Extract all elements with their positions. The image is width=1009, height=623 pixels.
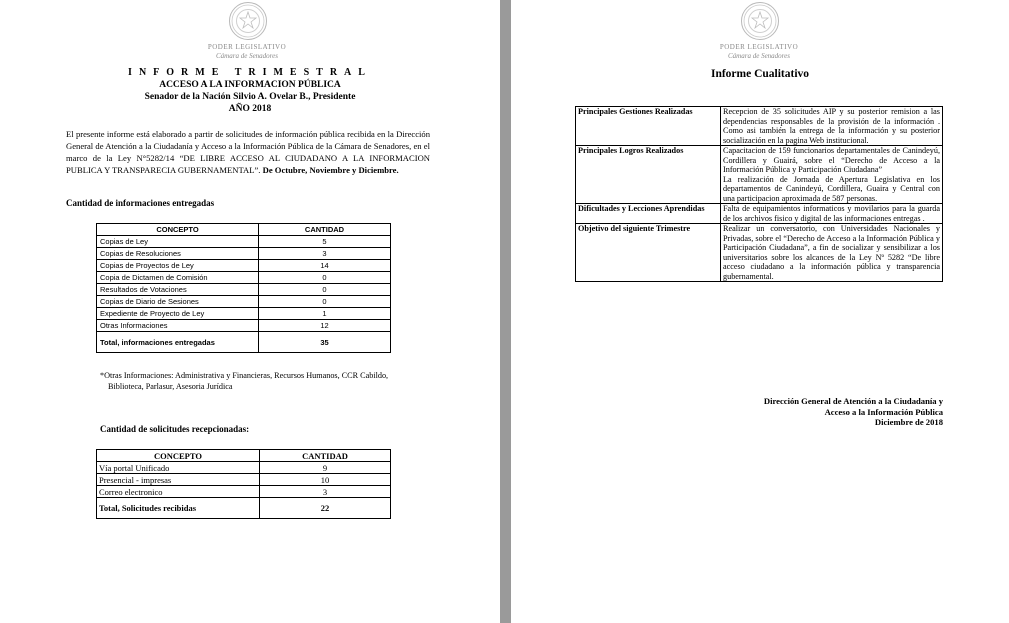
table-total-row (97, 332, 391, 353)
section-heading-delivered: Cantidad de informaciones entregadas (66, 198, 215, 208)
row-label: Objetivo del siguiente Trimestre (576, 224, 721, 282)
org-line2: Cámara de Senadores (216, 52, 278, 60)
table-total-label: Total, Solicitudes recibidas (97, 498, 260, 519)
table-cell-cantidad: 0 (259, 272, 391, 284)
footnote-line2: Biblioteca, Parlasur, Asesoria Jurídica (108, 382, 233, 391)
row-value (721, 146, 943, 204)
table-total-row (97, 498, 391, 519)
table-row (97, 486, 391, 498)
table-cell-cantidad: 3 (259, 248, 391, 260)
org-name (659, 43, 859, 61)
table-cell-concepto: Copia de Dictamen de Comisión (97, 272, 259, 284)
table-row (97, 272, 391, 284)
row-label: Principales Gestiones Realizadas (576, 107, 721, 146)
table-row (576, 204, 943, 224)
signature-line1: Dirección General de Atención a la Ciudadanía y (763, 396, 943, 406)
org-line2: Cámara de Senadores (728, 52, 790, 60)
senate-seal-icon (229, 2, 267, 40)
table-cell-cantidad: 10 (260, 474, 391, 486)
table-cell-concepto: Expediente de Proyecto de Ley (97, 308, 259, 320)
row-label: Dificultades y Lecciones Aprendidas (576, 204, 721, 224)
table-row (97, 296, 391, 308)
table-cell-cantidad: 5 (259, 236, 391, 248)
signature-line2: Acceso a la Información Pública (824, 406, 943, 417)
senate-seal-icon (741, 2, 779, 40)
table-cell-cantidad: 0 (259, 296, 391, 308)
table-row (97, 474, 391, 486)
org-line1: PODER LEGISLATIVO (207, 43, 287, 51)
table-cell-cantidad: 0 (259, 284, 391, 296)
table-header-concepto: CONCEPTO (97, 450, 260, 462)
page-divider (500, 0, 511, 623)
delivered-info-table (96, 223, 391, 353)
table-row (97, 462, 391, 474)
table-row (97, 320, 391, 332)
table-row (576, 107, 943, 146)
table-cell-concepto: Otras Informaciones (97, 320, 259, 332)
table-row (97, 284, 391, 296)
page-right (511, 0, 1009, 623)
page-left (0, 0, 500, 623)
table-header-concepto: CONCEPTO (97, 224, 259, 236)
table-header-cantidad: CANTIDAD (259, 224, 391, 236)
table-row (576, 224, 943, 282)
table-row (97, 260, 391, 272)
table-cell-cantidad: 3 (260, 486, 391, 498)
table-cell-concepto: Correo electronico (97, 486, 260, 498)
table-cell-cantidad: 1 (259, 308, 391, 320)
report-subtitle: ACCESO A LA INFORMACION PÚBLICA (159, 80, 341, 90)
received-requests-table (96, 449, 391, 519)
intro-period: De Octubre, Noviembre y Diciembre. (262, 165, 399, 175)
table-cell-cantidad: 14 (259, 260, 391, 272)
intro-text: El presente informe está elaborado a partir de solicitudes de información pública recibida en la Dirección General de Atención a la Ciudadanía y Acceso a la Información Pública de la Cámara de Senadores, en el marco de la Ley N°5282/14 “DE LIBRE ACCESO AL CIUDADANO A LA INFORMACION PUBLICA Y TRANSPARECIA GUBERNAMENTAL”. (66, 129, 430, 175)
org-name (147, 43, 347, 61)
intro-paragraph (66, 128, 430, 176)
table-cell-concepto: Resultados de Votaciones (97, 284, 259, 296)
footnote (100, 370, 440, 392)
qualitative-title: Informe Cualitativo (710, 68, 810, 80)
report-title: INFORME TRIMESTRAL (128, 67, 372, 78)
table-cell-concepto: Vía portal Unificado (97, 462, 260, 474)
row-label: Principales Logros Realizados (576, 146, 721, 204)
table-cell-concepto: Presencial - impresas (97, 474, 260, 486)
table-cell-concepto: Copias de Diario de Sesiones (97, 296, 259, 308)
table-cell-concepto: Copias de Proyectos de Ley (97, 260, 259, 272)
table-cell-cantidad: 9 (260, 462, 391, 474)
table-row (576, 146, 943, 204)
table-row (97, 248, 391, 260)
row-value: Falta de equipamientos informaticos y movilarios para la guarda de los archivos fisico y digital de las informaciones entregas . (721, 204, 943, 224)
table-total-value: 22 (260, 498, 391, 519)
signature-line3: Diciembre de 2018 (874, 417, 943, 427)
table-row (97, 236, 391, 248)
row-value: Recepcion de 35 solicitudes AIP y su posterior remision a las dependencias responsables de la provisión de la información . Como asi también la entrega de la información y su posterior socialización en la pagina Web institucional. (721, 107, 943, 146)
table-cell-cantidad: 12 (259, 320, 391, 332)
table-cell-concepto: Copias de Ley (97, 236, 259, 248)
signature-block (764, 396, 943, 428)
report-year: AÑO 2018 (228, 104, 272, 114)
table-cell-concepto: Copias de Resoluciones (97, 248, 259, 260)
table-row (97, 308, 391, 320)
row-value-part2: La realización de Jornada de Apertura Legislativa en los departamentos de Canindeyú, Cordillera, Guaira y Central con una participacion aproximada de 587 personas. (723, 174, 940, 203)
table-header-cantidad: CANTIDAD (260, 450, 391, 462)
row-value: Realizar un conversatorio, con Universidades Nacionales y Privadas, sobre el “Derecho de Acceso a la Información Pública y Participación Ciudadana”, a fin de socializar y sensibilizar a los universitarios sobre los alcances de la Ley Nº 5282 “De libre acceso ciudadano a la información pública y transparencia gubernamental. (721, 224, 943, 282)
org-line1: PODER LEGISLATIVO (719, 43, 799, 51)
row-value-part1: Capacitacion de 159 funcionarios departamentales de Canindeyú, Cordillera y Guairá, sobre el “Derecho de Acceso a la Información Pública y Participación Ciudadana” (723, 146, 940, 174)
section-heading-received: Cantidad de solicitudes recepcionadas: (100, 424, 250, 434)
table-total-label: Total, informaciones entregadas (97, 332, 259, 353)
footnote-line1: *Otras Informaciones: Administrativa y Financieras, Recursos Humanos, CCR Cabildo, (100, 371, 389, 380)
table-total-value: 35 (259, 332, 391, 353)
qualitative-table (575, 106, 943, 282)
report-senator: Senador de la Nación Silvio A. Ovelar B., Presidente (144, 92, 356, 102)
